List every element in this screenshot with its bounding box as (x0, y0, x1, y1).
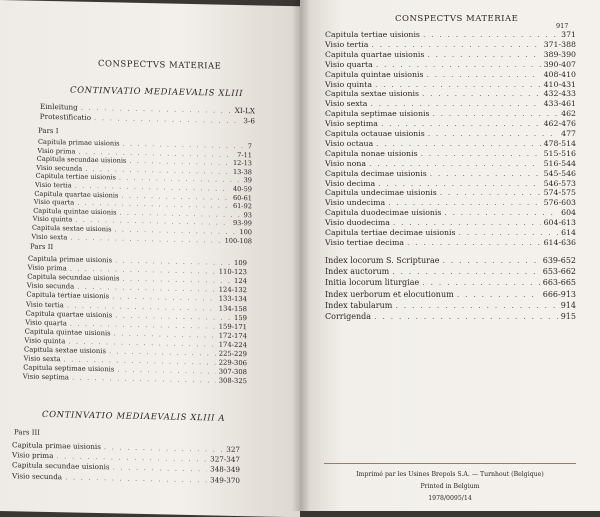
toc-entry-pages: 93-99 (232, 219, 252, 228)
toc-entry (325, 256, 576, 265)
toc-entry-pages: 576-603 (543, 198, 576, 208)
toc-entry-pages: 462 (561, 109, 576, 119)
toc-entry-pages: 307-308 (218, 367, 247, 377)
toc-entry (325, 30, 576, 39)
toc-entry-pages: 159-171 (218, 322, 247, 331)
pars-2-label: Pars II (30, 242, 54, 252)
leader-dots (430, 169, 541, 178)
leader-dots (444, 208, 558, 217)
toc-entry-pages: 915 (560, 312, 576, 321)
toc-entry-pages: 604 (561, 208, 576, 218)
toc-entry-title: Capitula primae uisionis (38, 137, 120, 148)
toc-entry-title: Visio tertia (26, 300, 64, 309)
toc-entry (325, 149, 576, 158)
pars-3-label: Pars III (14, 428, 41, 437)
toc-entry-title: Capitula duodecimae uisionis (325, 208, 442, 218)
toc-entry-title: Capitula undecimae uisionis (325, 188, 437, 198)
toc-entry-pages: 7-11 (237, 150, 252, 159)
toc-entry-title: Visio prima (12, 450, 54, 461)
leader-dots (378, 179, 540, 188)
toc-entry (325, 159, 576, 168)
toc-entry-pages: 3-6 (243, 116, 255, 126)
toc-entry-pages: 389-390 (543, 49, 576, 59)
imprint-rule (324, 463, 576, 464)
leader-dots (374, 312, 558, 321)
toc-entry-title: Visio prima (37, 146, 76, 156)
toc-entry-pages: 371 (561, 30, 576, 39)
toc-entry-pages: 432-433 (543, 89, 576, 99)
toc-entry (325, 278, 576, 287)
toc-entry-title: Capitula tertiae uisionis (26, 290, 110, 301)
toc-entry-pages: 604-613 (543, 218, 576, 228)
toc-entry-title: Visio prima (27, 263, 67, 273)
toc-entry-pages: 40-59 (232, 184, 252, 194)
toc-entry-pages: 390-407 (543, 59, 576, 69)
toc-entry-title: Index locorum S. Scripturae (325, 256, 440, 265)
toc-entry-pages: 327 (226, 444, 240, 455)
toc-entry-pages: 614 (561, 228, 576, 237)
toc-entry-pages: 349-370 (210, 474, 240, 485)
leader-dots (407, 238, 541, 247)
leader-dots (370, 99, 540, 108)
toc-entry-pages: 914 (560, 300, 576, 310)
leader-dots (369, 159, 541, 168)
toc-entry (325, 208, 576, 217)
toc-entry-title: Capitula octauae uisionis (325, 129, 425, 138)
toc-entry-title: Visio quarta (25, 318, 67, 328)
toc-entry-title: Visio quinta (325, 79, 372, 89)
toc-entry-title: Capitula tertiae decimae uisionis (325, 228, 456, 237)
toc-entry-pages: 13-38 (232, 167, 252, 177)
toc-entry-title: Einleitung (40, 101, 78, 112)
pars-1-label: Pars I (38, 126, 59, 136)
toc-entry-title: Visio quarta (325, 59, 373, 69)
toc-entry-title: Visio septima (325, 119, 378, 129)
toc-entry (325, 290, 576, 299)
toc-entry (325, 179, 576, 188)
toc-entry-pages: 574-575 (543, 188, 576, 198)
toc-entry-title: Visio quarta (33, 197, 75, 207)
leader-dots (459, 228, 559, 237)
leader-dots (94, 113, 240, 125)
toc-entry-title: Visio quinta (32, 215, 73, 224)
toc-entry-title: Index tabularum (325, 300, 393, 310)
toc-entry (325, 238, 576, 247)
toc-entry-title: Index uerborum et elocutionum (325, 289, 454, 299)
toc-entry-title: Visio septima (22, 372, 69, 382)
toc-entry-pages: 100-108 (224, 236, 252, 245)
toc-entry-pages: 327-347 (210, 454, 240, 465)
toc-entry-pages: 134-158 (218, 304, 247, 313)
toc-entry-pages: 133-134 (218, 294, 247, 304)
toc-entry-title: Index auctorum (325, 267, 390, 277)
section-title-xliii-a: CONTINVATIO MEDIAEVALIS XLIII A (42, 409, 226, 424)
leader-dots (376, 60, 541, 69)
toc-entry-pages: 110-123 (218, 267, 247, 277)
leader-dots (427, 50, 540, 59)
book-gutter-shadow (292, 0, 310, 511)
toc-entry-pages: 666-913 (542, 289, 576, 299)
leader-dots (65, 472, 207, 484)
toc-entry (325, 228, 576, 237)
toc-entry (325, 218, 576, 227)
toc-entry-title: Visio nona (325, 158, 367, 168)
toc-entry-title: Visio undecima (325, 198, 386, 208)
imprint-line-1: Imprimé par les Usines Brepols S.A. — Turnhout (Belgique) (356, 471, 544, 478)
toc-entry-pages: 546-573 (543, 178, 576, 188)
right-page (300, 0, 600, 511)
toc-entry-pages: 348-349 (210, 464, 240, 475)
leader-dots (72, 374, 216, 385)
leader-dots (440, 188, 541, 197)
toc-entry (325, 129, 576, 138)
toc-entry (325, 169, 576, 178)
toc-entry-title: Capitula quintae uisionis (33, 206, 117, 217)
toc-entry-title: Visio octaua (325, 138, 374, 148)
right-page-header: CONSPECTVS MATERIAE (395, 14, 519, 24)
toc-entry (325, 89, 576, 98)
imprint-line-2: Printed in Belgium (420, 483, 480, 490)
toc-entry-pages: 225-229 (218, 349, 247, 359)
toc-entry-title: Capitula tertiae uisionis (325, 30, 420, 39)
toc-entry-title: Capitula tertiae uisionis (35, 172, 116, 182)
toc-entry-title: Capitula quartae uisionis (34, 189, 119, 200)
toc-entry-title: Visio sexta (23, 354, 61, 364)
imprint-line-3: 1978/0095/14 (428, 495, 472, 502)
toc-entry-title: Visio secunda (26, 281, 75, 291)
toc-entry-title: Protestificatio (39, 111, 92, 122)
leader-dots (457, 290, 540, 299)
toc-entry-pages: 172-174 (218, 331, 247, 340)
toc-entry-pages: 410-431 (543, 79, 576, 89)
toc-entry-title: Visio secunda (36, 163, 83, 173)
toc-entry-pages: 663-665 (542, 278, 576, 288)
toc-entry (325, 80, 576, 89)
toc-entry-title: Capitula primae uisionis (28, 254, 113, 265)
toc-entry-pages: 12-13 (232, 159, 252, 168)
toc-entry-title: Capitula septimae uisionis (23, 363, 115, 374)
toc-entry-title: Visio secunda (12, 470, 63, 481)
toc-entry-pages: 124-132 (218, 285, 247, 295)
toc-entry-pages: 545-546 (543, 168, 576, 178)
toc-entry-title: Visio sexta (31, 232, 68, 242)
toc-entry-pages: 174-224 (218, 340, 247, 350)
toc-entry-title: Capitula decimae uisionis (325, 168, 427, 178)
toc-entry-title: Visio tertia (325, 39, 369, 49)
toc-entry-title: Capitula primae uisionis (12, 440, 101, 452)
toc-entry (325, 50, 576, 59)
toc-entry-pages: 653-662 (542, 267, 576, 277)
toc-entry-pages: 433-461 (543, 99, 576, 109)
toc-entry-title: Visio tertiae decima (325, 237, 405, 247)
toc-entry-pages: 614-636 (543, 237, 576, 247)
toc-entry-pages: 109 (234, 258, 247, 268)
toc-entry-pages: 639-652 (542, 256, 576, 265)
toc-entry-pages: 516-544 (543, 158, 576, 168)
toc-entry-title: Capitula quartae uisionis (325, 49, 425, 59)
toc-entry-title: Capitula sextae uisionis (24, 345, 106, 356)
leader-dots (381, 119, 541, 128)
toc-entry (325, 312, 576, 321)
toc-entry (325, 198, 576, 207)
toc-entry (325, 188, 576, 197)
toc-entry-pages: 371-388 (543, 39, 576, 49)
toc-entry-title: Visio decima (325, 178, 376, 188)
leader-dots (371, 40, 540, 49)
toc-entry-title: Capitula secundae uisionis (12, 460, 110, 472)
toc-entry (325, 99, 576, 108)
toc-entry-pages: 93 (243, 210, 252, 220)
toc-entry-title: Capitula secundae uisionis (27, 272, 120, 283)
toc-entry-title: Capitula sextae uisionis (325, 89, 419, 99)
leader-dots (421, 149, 541, 158)
leader-dots (113, 463, 208, 474)
toc-entry-title: Capitula quintae uisionis (325, 69, 424, 79)
toc-entry-pages: XI-LX (234, 105, 255, 116)
toc-entry-pages: 515-516 (543, 148, 576, 158)
toc-entry-pages: 7 (247, 142, 252, 151)
leader-dots (432, 109, 558, 118)
leader-dots (393, 218, 541, 227)
toc-entry-pages: 478-514 (543, 138, 576, 148)
leader-dots (375, 80, 541, 89)
toc-entry-pages: 229-306 (218, 358, 247, 368)
toc-entry (325, 60, 576, 69)
leader-dots (376, 139, 540, 148)
leader-dots (428, 129, 558, 138)
left-page-header: CONSPECTVS MATERIAE (98, 59, 222, 72)
leader-dots (392, 267, 540, 276)
toc-entry-pages: 39 (243, 176, 252, 185)
toc-entry-pages: 60-61 (232, 193, 252, 202)
toc-entry (325, 301, 576, 310)
toc-entry-title: Capitula quintae uisionis (24, 327, 111, 338)
toc-entry-pages: 124 (234, 277, 247, 286)
page-number: 917 (556, 22, 569, 30)
leader-dots (427, 70, 541, 79)
toc-entry-pages: 462-476 (543, 119, 576, 129)
toc-entry-pages: 100 (239, 228, 252, 237)
toc-entry-title: Capitula quartae uisionis (25, 309, 113, 319)
toc-entry-pages: 308-325 (218, 376, 247, 386)
toc-entry (325, 70, 576, 79)
toc-entry-title: Visio quinta (24, 336, 66, 346)
toc-entry (325, 139, 576, 148)
toc-entry (325, 109, 576, 118)
leader-dots (395, 301, 557, 310)
leader-dots (442, 256, 539, 265)
toc-entry-title: Visio sexta (325, 99, 368, 109)
toc-entry-title: Capitula secundae uisionis (36, 154, 127, 165)
toc-entry-pages: 61-92 (232, 202, 252, 211)
leader-dots (422, 89, 541, 98)
toc-entry-title: Capitula nonae uisionis (325, 148, 418, 158)
leader-dots (423, 30, 558, 39)
toc-entry (325, 119, 576, 128)
toc-entry-title: Capitula septimae uisionis (325, 109, 430, 119)
leader-dots (422, 278, 540, 287)
section-title-xliii: CONTINVATIO MEDIAEVALIS XLIII (70, 85, 244, 100)
toc-entry-title: Capitula sextae uisionis (32, 223, 112, 234)
toc-entry-title: Corrigenda (325, 312, 372, 321)
leader-dots (388, 198, 540, 207)
toc-entry-pages: 159 (234, 313, 247, 322)
toc-entry-pages: 408-410 (543, 69, 576, 79)
toc-entry (325, 40, 576, 49)
toc-entry-title: Visio duodecima (325, 218, 390, 228)
toc-entry-title: Initia locorum liturgiae (325, 278, 420, 288)
toc-entry (325, 267, 576, 276)
toc-entry-pages: 477 (561, 129, 576, 138)
toc-entry-title: Visio tertia (35, 180, 72, 190)
